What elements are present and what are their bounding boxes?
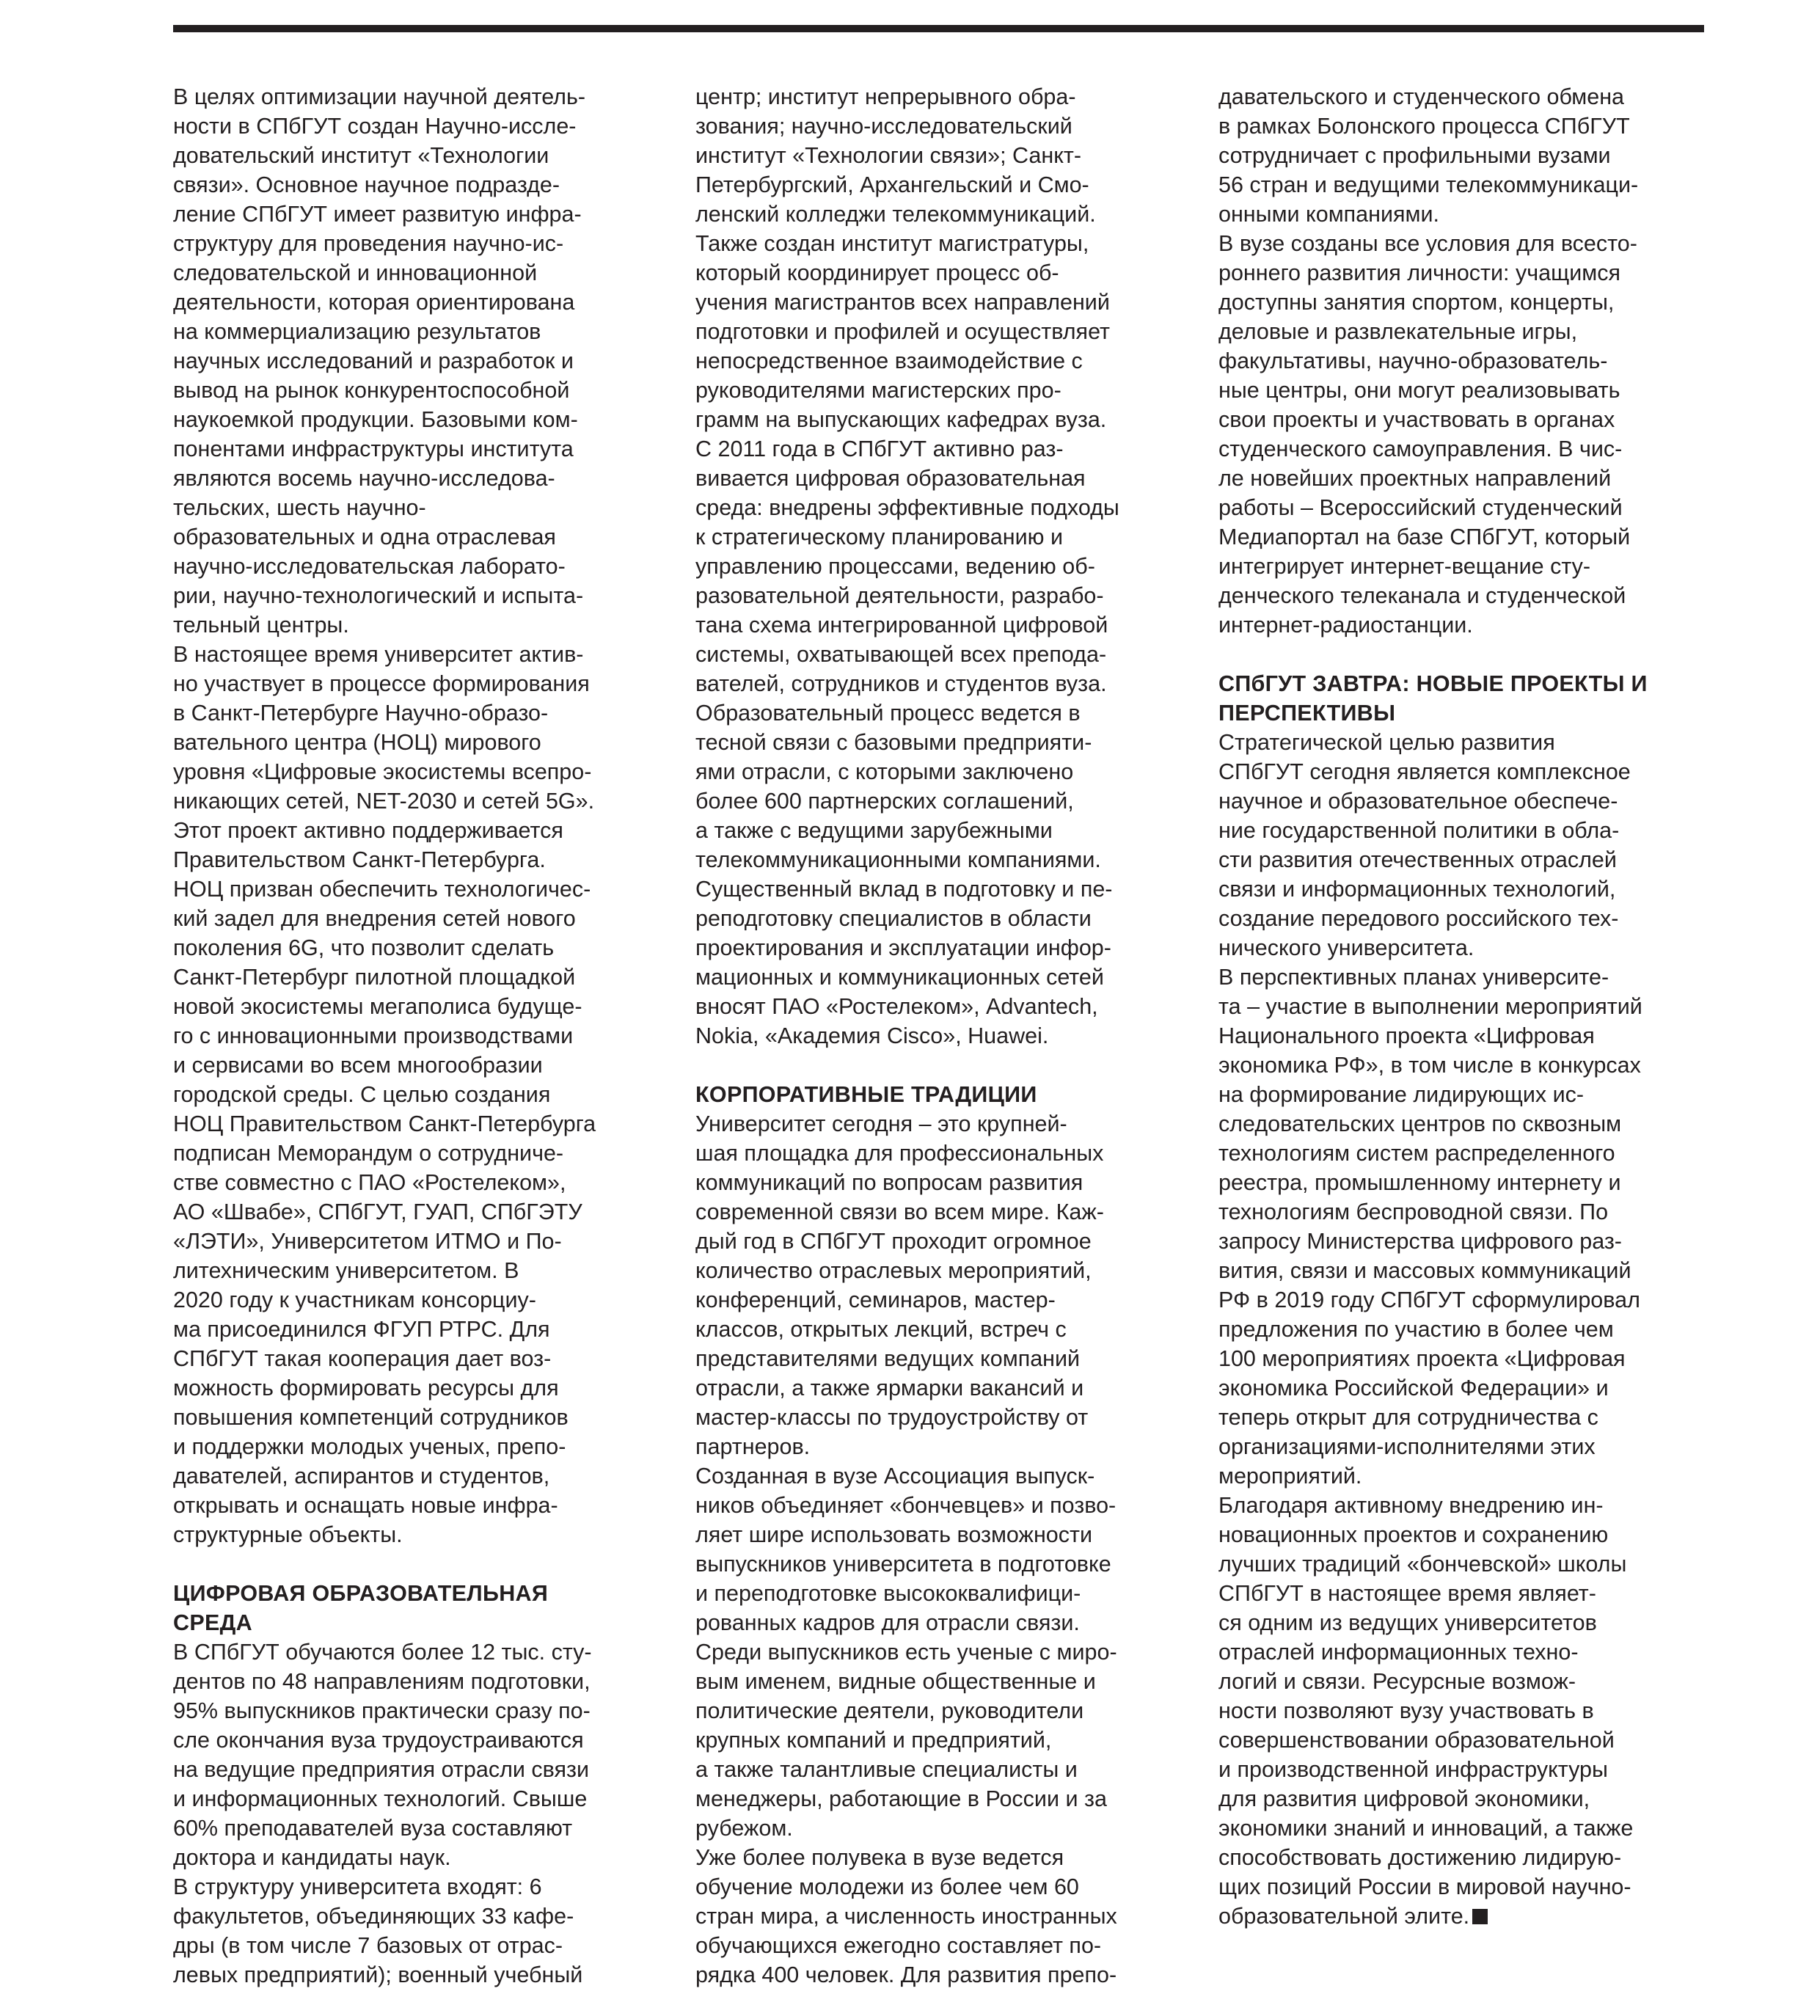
section-heading [173,1579,672,1637]
article-column-3 [1218,82,1717,1931]
paragraph [173,82,672,640]
paragraph [695,434,1194,698]
paragraph-text: В целях оптимизации научной деятель- ности в СПбГУТ создан Научно-иссле- довательский институт «Технологии связи». Основное научное подразде- ление СПбГУТ имеет развитую инфра- структуру для проведения научно-ис- следовательской и инновационной деятельности, которая ориентирована на коммерциализацию результатов научных исследований и разработок и вывод на рынок конкурентоспособной наукоемкой продукции. Базовыми ком- понентами инфраструктуры института являются восемь научно-исследова- тельских, шесть научно- образовательных и одна отраслевая научно-исследовательская лаборато- рии, научно-технологический и испыта- тельный центры. [173,84,586,638]
paragraph-text: центр; институт непрерывного обра- зования; научно-исследовательский институт «Технологии связи»; Санкт- Петербургский, Архангельский и Смо- ленский колледжи телекоммуникаций. Также создан институт магистратуры, который координирует процесс об- учения магистрантов всех направлений подготовки и профилей и осуществляет непосредственное взаимодействие с руководителями магистерских про- грамм на выпускающих кафедрах вуза. [695,84,1110,432]
paragraph-text: Благодаря активному внедрению ин- новационных проектов и сохранению лучших традиций «бончевской» школы СПбГУТ в настоящее время являет- ся одним из ведущих университетов отраслей информационных техно- логий и связи. Ресурсные возмож- ности позволяют вузу участвовать в совершенствовании образовательной и производственной инфраструктуры для развития цифровой экономики, экономики знаний и инноваций, а также способствовать достижению лидирую- щих позиций России в мировой научно- образовательной элите. [1218,1493,1634,1929]
paragraph [1218,1491,1717,1931]
section-heading-text: КОРПОРАТИВНЫЕ ТРАДИЦИИ [695,1082,1037,1107]
paragraph-text: В СПбГУТ обучаются более 12 тыс. сту- дентов по 48 направлениям подготовки, 95% выпускников практически сразу по- сле окончания вуза трудоустраиваются на ведущие предприятия отрасли связи и информационных технологий. Свыше 60% преподавателей вуза составляют доктора и кандидаты наук. [173,1640,592,1870]
section-heading [695,1080,1194,1109]
paragraph [1218,728,1717,963]
section-gap [695,1051,1194,1080]
paragraph [695,698,1194,1051]
article-column-1 [173,82,672,1990]
paragraph [695,1843,1194,1990]
paragraph-text: давательского и студенческого обмена в рамках Болонского процесса СПбГУТ сотрудничает с профильными вузами 56 стран и ведущими телекоммуникаци- онными компаниями. [1218,84,1639,227]
paragraph-text: Университет сегодня – это крупней- шая площадка для профессиональных коммуникаций по вопросам развития современной связи во всем мире. Каж- дый год в СПбГУТ проходит огромное количество отраслевых мероприятий, конференций, семинаров, мастер- классов, открытых лекций, встреч с представителями ведущих компаний отрасли, а также ярмарки вакансий и мастер-классы по трудоустройству от партнеров. [695,1111,1104,1459]
section-heading-text: СПбГУТ ЗАВТРА: НОВЫЕ ПРОЕКТЫ И ПЕРСПЕКТИВЫ [1218,671,1648,726]
article-column-2 [695,82,1194,1990]
paragraph-text: В настоящее время университет актив- но участвует в процессе формирования в Санкт-Петербурге Научно-образо- вательного центра (НОЦ) мирового уровня «Цифровые экосистемы всепро- никающих сетей, NET-2030 и сетей 5G». Этот проект активно поддерживается Правительством Санкт-Петербурга. НОЦ призван обеспечить технологичес- кий задел для внедрения сетей нового поколения 6G, что позволит сделать Санкт-Петербург пилотной площадкой новой экосистемы мегаполиса будуще- го с инновационными производствами и сервисами во всем многообразии городской среды. С целью создания НОЦ Правительством Санкт-Петербурга подписан Меморандум о сотрудниче- стве совместно с ПАО «Ростелеком», АО «Швабе», СПбГУТ, ГУАП, СПбГЭТУ «ЛЭТИ», Университетом ИТМО и По- литехническим университетом. В 2020 году к участникам консорциу- ма присоединился ФГУП РТРС. Для СПбГУТ такая кооперация дает воз- можность формировать ресурсы для повышения компетенций сотрудников и поддержки молодых ученых, препо- давателей, аспирантов и студентов, открывать и оснащать новые инфра- структурные объекты. [173,642,596,1547]
paragraph [173,1637,672,1872]
paragraph-text: С 2011 года в СПбГУТ активно раз- вивается цифровая образовательная среда: внедрены эффективные подходы к стратегическому планированию и управлению процессами, ведению об- разовательной деятельности, разрабо- тана схема интегрированной цифровой системы, охватывающей всех препода- вателей, сотрудников и студентов вуза. [695,437,1119,696]
paragraph [1218,82,1717,229]
paragraph [695,1461,1194,1843]
paragraph [173,640,672,1549]
paragraph [1218,963,1717,1491]
paragraph [695,82,1194,434]
section-gap [173,1549,672,1579]
paragraph [173,1872,672,1990]
top-rule [173,25,1704,32]
section-gap [1218,640,1717,669]
paragraph-text: Стратегической целью развития СПбГУТ сегодня является комплексное научное и образовательное обеспече- ние государственной политики в обла- сти развития отечественных отраслей связи и информационных технологий, создание передового российского тех- нического университета. [1218,730,1631,960]
paragraph [695,1109,1194,1461]
paragraph-text: В перспективных планах университе- та – участие в выполнении мероприятий Национального проекта «Цифровая экономика РФ», в том числе в конкурсах на формирование лидирующих ис- следовательских центров по сквозным технологиям систем распределенного реестра, промышленному интернету и технологиям беспроводной связи. По запросу Министерства цифрового раз- вития, связи и массовых коммуникаций РФ в 2019 году СПбГУТ сформулировал предложения по участию в более чем 100 мероприятиях проекта «Цифровая экономика Российской Федерации» и теперь открыт для сотрудничества с организациями-исполнителями этих мероприятий. [1218,965,1642,1489]
section-heading [1218,669,1717,728]
paragraph-text: Образовательный процесс ведется в тесной связи с базовыми предприяти- ями отрасли, с которыми заключено более 600 партнерских соглашений, а также с ведущими зарубежными телекоммуникационными компаниями. Существенный вклад в подготовку и пе- реподготовку специалистов в области проектирования и эксплуатации инфор- мационных и коммуникационных сетей вносят ПАО «Ростелеком», Advantech, Nokia, «Академия Cisco», Huawei. [695,701,1113,1048]
section-heading-text: ЦИФРОВАЯ ОБРАЗОВАТЕЛЬНАЯ СРЕДА [173,1581,549,1635]
paragraph-text: В структуру университета входят: 6 факультетов, объединяющих 33 кафе- дры (в том числе 7 базовых от отрас- левых предприятий); военный учебный [173,1874,583,1987]
paragraph-text: Созданная в вузе Ассоциация выпуск- ников объединяет «бончевцев» и позво- ляет шире использовать возможности выпускников университета в подготовке и переподготовке высококвалифици- рованных кадров для отрасли связи. Среди выпускников есть ученые с миро- вым именем, видные общественные и политические деятели, руководители крупных компаний и предприятий, а также талантливые специалисты и менеджеры, работающие в России и за рубежом. [695,1464,1117,1841]
paragraph-text: В вузе созданы все условия для всесто- роннего развития личности: учащимся доступны занятия спортом, концерты, деловые и развлекательные игры, факультативы, научно-образователь- ные центры, они могут реализовывать свои проекты и участвовать в органах студенческого самоуправления. В чис- ле новейших проектных направлений работы – Всероссийский студенческий Медиапортал на базе СПбГУТ, который интегрирует интернет-вещание сту- денческого телеканала и студенческой интернет-радиостанции. [1218,231,1637,638]
end-of-article-mark [1472,1909,1488,1924]
paragraph [1218,229,1717,640]
paragraph-text: Уже более полувека в вузе ведется обучение молодежи из более чем 60 стран мира, а численность иностранных обучающихся ежегодно составляет по- рядка 400 человек. Для развития препо- [695,1845,1117,1987]
